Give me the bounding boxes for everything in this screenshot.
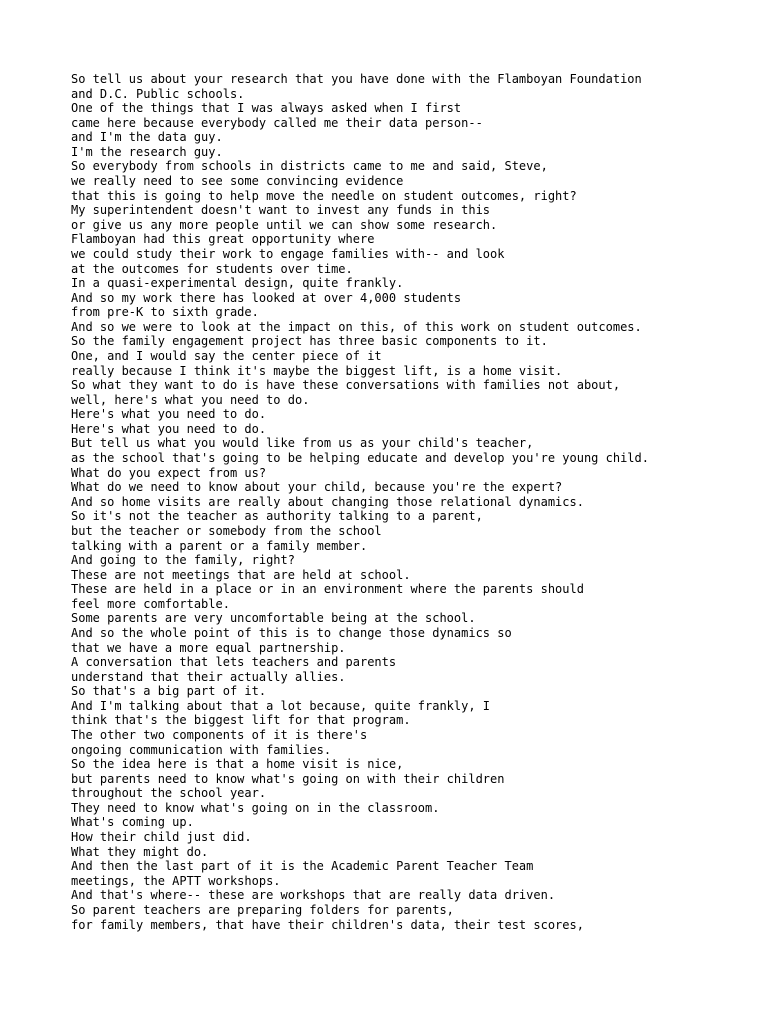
transcript-line: But tell us what you would like from us as your child's teacher,	[71, 436, 534, 451]
transcript-line: talking with a parent or a family member.	[71, 538, 368, 553]
transcript-line: They need to know what's going on in the classroom.	[71, 800, 440, 815]
transcript-line: And so my work there has looked at over 4,000 students	[71, 290, 462, 305]
transcript-line: well, here's what you need to do.	[71, 392, 310, 407]
transcript-line: So that's a big part of it.	[71, 684, 267, 699]
transcript-line: Here's what you need to do.	[71, 421, 267, 436]
transcript-line: meetings, the APTT workshops.	[71, 873, 281, 888]
transcript-line: One of the things that I was always asked when I first	[71, 101, 462, 116]
transcript-line: How their child just did.	[71, 830, 252, 845]
transcript-line: So the idea here is that a home visit is nice,	[71, 757, 404, 772]
transcript-line: or give us any more people until we can show some research.	[71, 217, 498, 232]
transcript-line: understand that their actually allies.	[71, 669, 346, 684]
transcript-line: but parents need to know what's going on with their children	[71, 771, 505, 786]
transcript-line: think that's the biggest lift for that program.	[71, 713, 411, 728]
transcript-line: Some parents are very uncomfortable being at the school.	[71, 611, 476, 626]
transcript-line: These are held in a place or in an environment where the parents should	[71, 582, 584, 597]
transcript-line: So what they want to do is have these conversations with families not about,	[71, 378, 621, 393]
transcript-line: that this is going to help move the needle on student outcomes, right?	[71, 188, 577, 203]
transcript-line: I'm the research guy.	[71, 144, 223, 159]
transcript-line: The other two components of it is there's	[71, 728, 368, 743]
transcript-line: And then the last part of it is the Academic Parent Teacher Team	[71, 859, 534, 874]
transcript-line: Flamboyan had this great opportunity where	[71, 232, 375, 247]
transcript-line: Here's what you need to do.	[71, 407, 267, 422]
transcript-line: throughout the school year.	[71, 786, 267, 801]
transcript-line: What do you expect from us?	[71, 465, 267, 480]
transcript-line: And so we were to look at the impact on this, of this work on student outcomes.	[71, 319, 642, 334]
transcript-line: A conversation that lets teachers and parents	[71, 655, 397, 670]
transcript-line: but the teacher or somebody from the school	[71, 523, 382, 538]
transcript-line: as the school that's going to be helping educate and develop you're young child.	[71, 451, 649, 466]
transcript-line: My superintendent doesn't want to invest any funds in this	[71, 203, 491, 218]
transcript-line: And so the whole point of this is to change those dynamics so	[71, 625, 512, 640]
transcript-line: And I'm talking about that a lot because, quite frankly, I	[71, 698, 491, 713]
transcript-line: we really need to see some convincing evidence	[71, 174, 404, 189]
transcript-line: So everybody from schools in districts came to me and said, Steve,	[71, 159, 548, 174]
transcript-line: came here because everybody called me their data person--	[71, 115, 483, 130]
transcript-line: What do we need to know about your child, because you're the expert?	[71, 480, 563, 495]
transcript-line: What's coming up.	[71, 815, 194, 830]
transcript-line: from pre-K to sixth grade.	[71, 305, 259, 320]
transcript-line: and D.C. Public schools.	[71, 86, 245, 101]
transcript-line: And so home visits are really about changing those relational dynamics.	[71, 494, 584, 509]
transcript-line: And that's where-- these are workshops that are really data driven.	[71, 888, 556, 903]
transcript-line: And going to the family, right?	[71, 553, 295, 568]
transcript-line: feel more comfortable.	[71, 596, 230, 611]
transcript-line: In a quasi-experimental design, quite frankly.	[71, 276, 404, 291]
transcript-line: So parent teachers are preparing folders for parents,	[71, 902, 454, 917]
transcript-line: at the outcomes for students over time.	[71, 261, 353, 276]
transcript-line: One, and I would say the center piece of it	[71, 348, 382, 363]
transcript-line: that we have a more equal partnership.	[71, 640, 346, 655]
transcript-line: really because I think it's maybe the biggest lift, is a home visit.	[71, 363, 563, 378]
transcript-line: What they might do.	[71, 844, 209, 859]
transcript-line: we could study their work to engage families with-- and look	[71, 246, 505, 261]
transcript-line: So it's not the teacher as authority talking to a parent,	[71, 509, 483, 524]
transcript-page	[71, 72, 751, 932]
transcript-line: ongoing communication with families.	[71, 742, 332, 757]
transcript-line: and I'm the data guy.	[71, 130, 223, 145]
transcript-line: for family members, that have their children's data, their test scores,	[71, 917, 584, 932]
transcript-line: So tell us about your research that you have done with the Flamboyan Foundation	[71, 72, 642, 86]
transcript-line: These are not meetings that are held at school.	[71, 567, 411, 582]
transcript-line: So the family engagement project has three basic components to it.	[71, 334, 548, 349]
